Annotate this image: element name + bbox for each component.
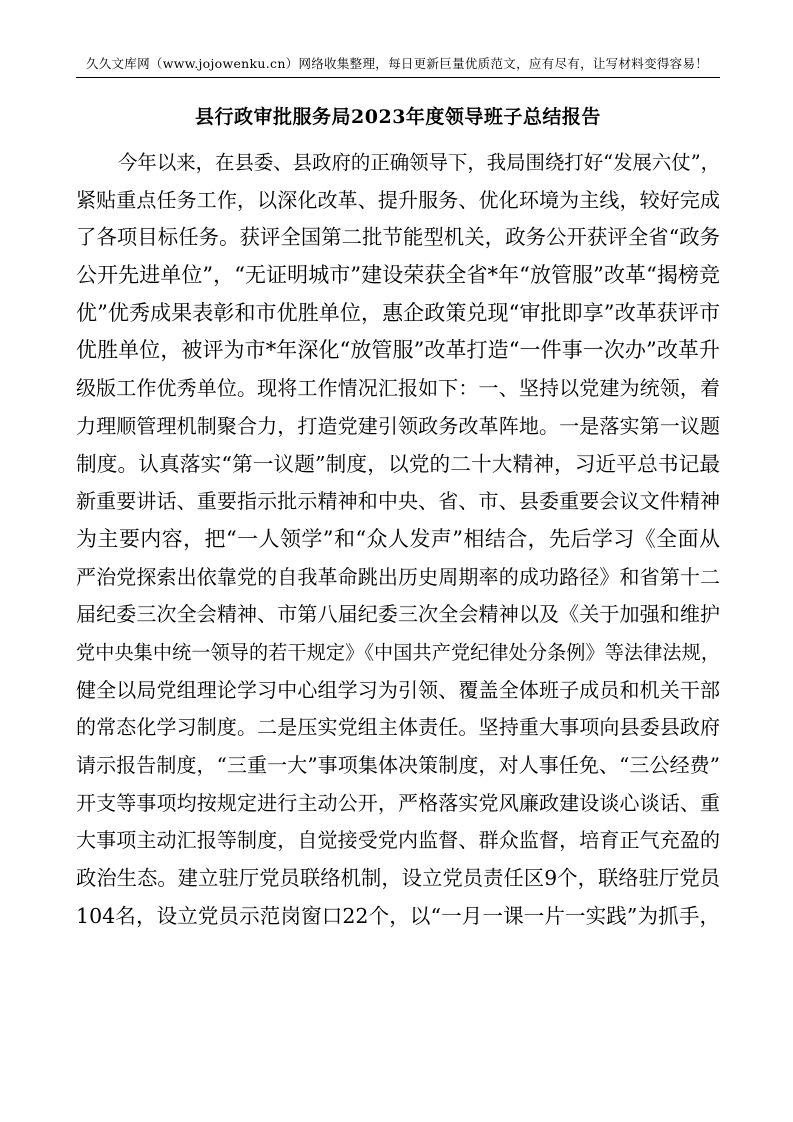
body-line: 力理顺管理机制聚合力，打造党建引领政务改革阵地。一是落实第一议题 bbox=[76, 413, 720, 438]
body-line: 健全以局党组理论学习中心组学习为引领、覆盖全体班子成员和机关干部 bbox=[76, 677, 720, 702]
body-line: 紧贴重点任务工作，以深化改革、提升服务、优化环境为主线，较好完成 bbox=[76, 187, 720, 212]
body-line: 为主要内容，把“一人领学”和“众人发声”相结合，先后学习《全面从 bbox=[76, 526, 720, 551]
body-line: 优胜单位，被评为市*年深化“放管服”改革打造“一件事一次办”改革升 bbox=[76, 338, 720, 363]
body-line: 了各项目标任务。获评全国第二批节能型机关，政务公开获评全省“政务 bbox=[76, 225, 720, 250]
body-line: 今年以来，在县委、县政府的正确领导下，我局围绕打好“发展六仗”， bbox=[118, 151, 721, 174]
body-line: 党中央集中统一领导的若干规定》《中国共产党纪律处分条例》等法律法规， bbox=[76, 640, 720, 664]
body-line: 公开先进单位”，“无证明城市”建设荣获全省*年“放管服”改革“揭榜竞 bbox=[76, 263, 720, 288]
body-line: 严治党探索出依靠党的自我革命跳出历史周期率的成功路径》和省第十二 bbox=[76, 564, 720, 589]
body-line: 的常态化学习制度。二是压实党组主体责任。坚持重大事项向县委县政府 bbox=[76, 715, 720, 740]
page-header: 久久文库网（www.jojowenku.cn）网络收集整理，每日更新巨量优质范文，应有尽有，让写材料变得容易！ bbox=[85, 56, 709, 71]
body-line: 政治生态。建立驻厅党员联络机制，设立党员责任区9个，联络驻厅党员 bbox=[76, 866, 720, 891]
document-body bbox=[76, 144, 720, 935]
body-line: 制度。认真落实“第一议题”制度，以党的二十大精神，习近平总书记最 bbox=[76, 451, 720, 476]
body-line: 请示报告制度，“三重一大”事项集体决策制度，对人事任免、“三公经费” bbox=[76, 753, 720, 777]
body-line: 优”优秀成果表彰和市优胜单位，惠企政策兑现“审批即享”改革获评市 bbox=[76, 300, 720, 325]
body-line: 开支等事项均按规定进行主动公开，严格落实党风廉政建设谈心谈话、重 bbox=[76, 790, 720, 815]
body-line: 104名，设立党员示范岗窗口22个，以“一月一课一片一实践”为抓手， bbox=[76, 903, 720, 928]
body-line: 新重要讲话、重要指示批示精神和中央、省、市、县委重要会议文件精神 bbox=[76, 489, 720, 514]
body-line: 级版工作优秀单位。现将工作情况汇报如下：一、坚持以党建为统领，着 bbox=[76, 376, 720, 401]
header-divider bbox=[76, 77, 720, 78]
body-line: 届纪委三次全会精神、市第八届纪委三次全会精神以及《关于加强和维护 bbox=[76, 602, 720, 627]
body-line: 大事项主动汇报等制度，自觉接受党内监督、群众监督，培育正气充盈的 bbox=[76, 828, 720, 853]
document-title: 县行政审批服务局2023年度领导班子总结报告 bbox=[195, 106, 601, 128]
